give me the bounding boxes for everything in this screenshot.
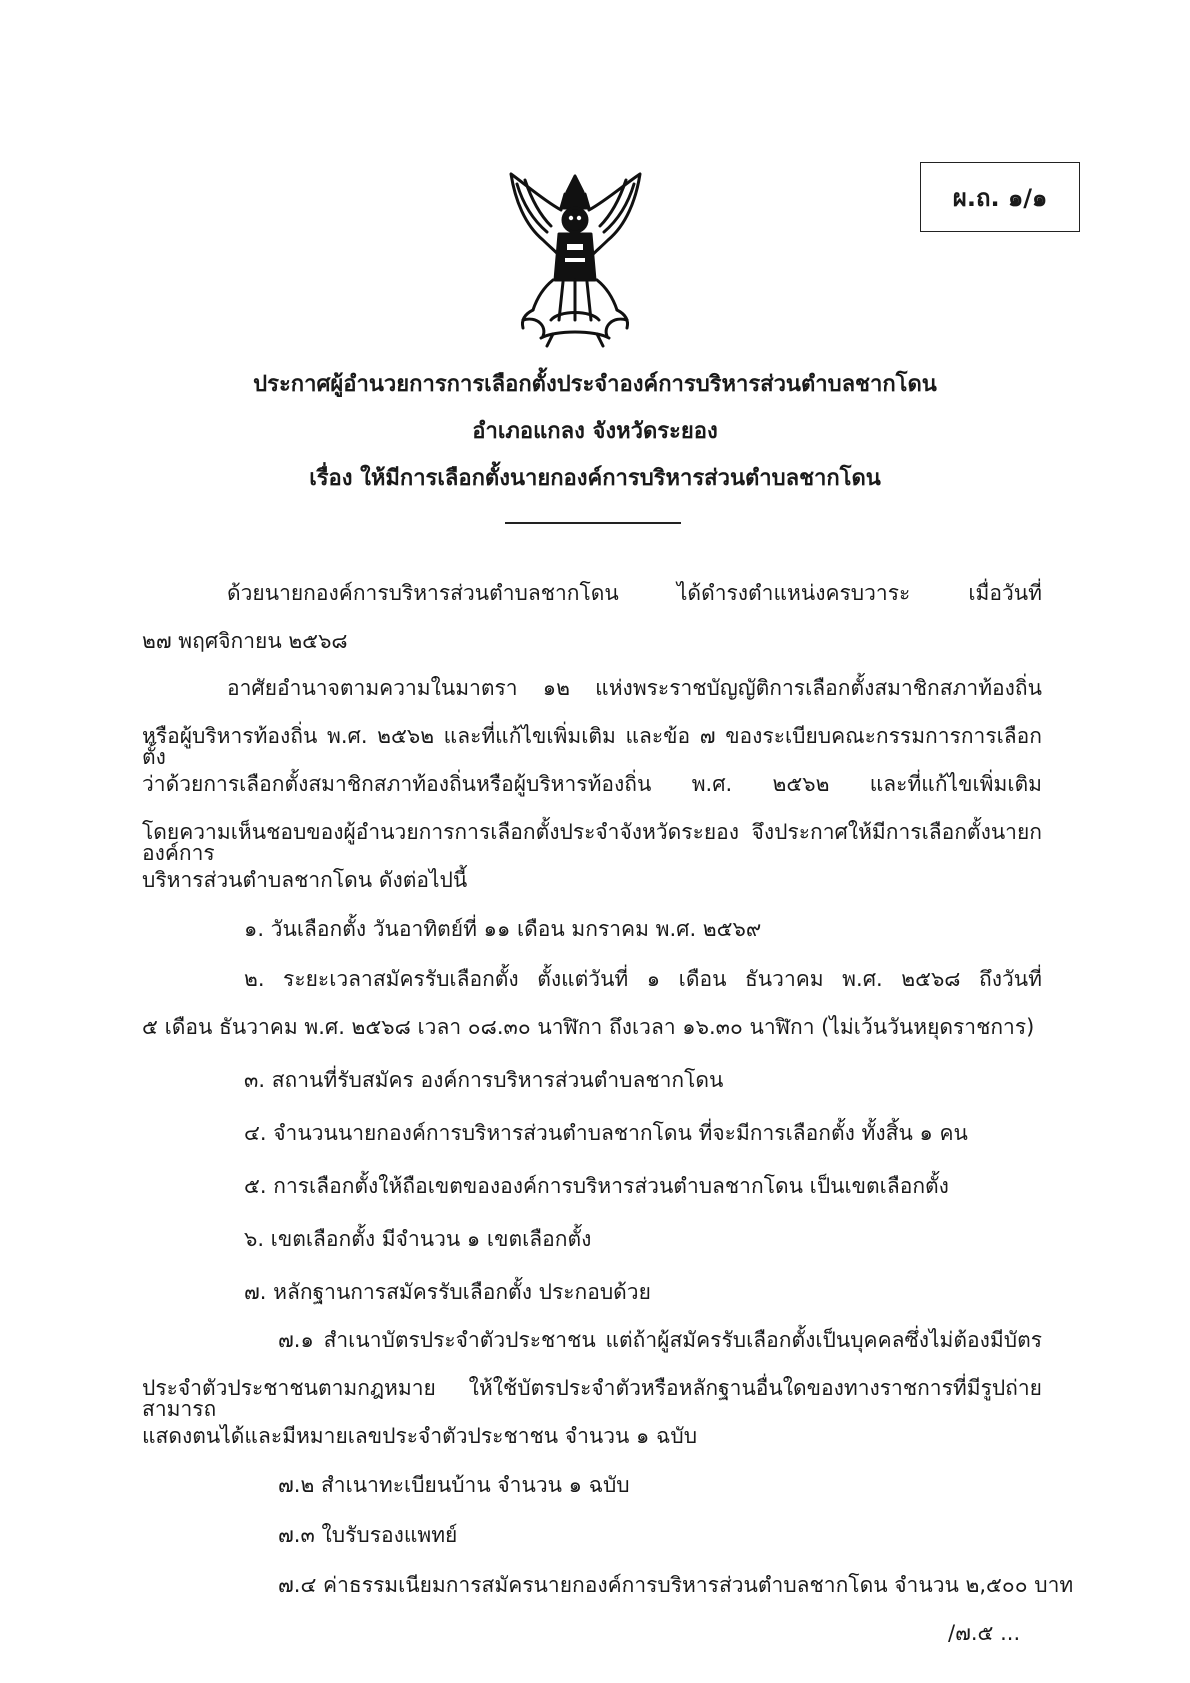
intro-line-2: ๒๗ พฤศจิกายน ๒๕๖๘ bbox=[142, 629, 348, 653]
item-2-application-period-cont: ๕ เดือน ธันวาคม พ.ศ. ๒๕๖๘ เวลา ๐๘.๓๐ นาฬิกา ถึงเวลา ๑๖.๓๐ นาฬิกา (ไม่เว้นวันหยุดราชการ) bbox=[142, 1015, 1035, 1039]
item-7-4-application-fee: ๗.๔ ค่าธรรมเนียมการสมัครนายกองค์การบริหารส่วนตำบลชากโดน จำนวน ๒,๕๐๐ บาท bbox=[278, 1573, 1074, 1597]
announcement-district: อำเภอแกลง จังหวัดระยอง bbox=[472, 419, 718, 444]
item-7-1-id-card-cont-2: แสดงตนได้และมีหมายเลขประจำตัวประชาชน จำนวน ๑ ฉบับ bbox=[142, 1424, 698, 1448]
announcement-title: ประกาศผู้อำนวยการการเลือกตั้งประจำองค์การบริหารส่วนตำบลชากโดน bbox=[253, 372, 937, 397]
item-7-1-id-card-cont: ประจำตัวประชาชนตามกฎหมาย ให้ใช้บัตรประจำตัวหรือหลักฐานอื่นใดของทางราชการที่มีรูปถ่าย สามารถ bbox=[142, 1376, 1042, 1421]
item-3-application-place: ๓. สถานที่รับสมัคร องค์การบริหารส่วนตำบลชากโดน bbox=[244, 1068, 724, 1092]
authority-line-1: อาศัยอำนาจตามความในมาตรา ๑๒ แห่งพระราชบัญญัติการเลือกตั้งสมาชิกสภาท้องถิ่น bbox=[227, 676, 1042, 700]
item-4-number-of-positions: ๔. จำนวนนายกองค์การบริหารส่วนตำบลชากโดน ที่จะมีการเลือกตั้ง ทั้งสิ้น ๑ คน bbox=[244, 1121, 968, 1145]
item-6-constituency-count: ๖. เขตเลือกตั้ง มีจำนวน ๑ เขตเลือกตั้ง bbox=[244, 1227, 592, 1251]
item-5-constituency: ๕. การเลือกตั้งให้ถือเขตขององค์การบริหารส่วนตำบลชากโดน เป็นเขตเลือกตั้ง bbox=[244, 1174, 949, 1198]
item-7-2-house-registration: ๗.๒ สำเนาทะเบียนบ้าน จำนวน ๑ ฉบับ bbox=[278, 1473, 630, 1497]
authority-line-5: บริหารส่วนตำบลชากโดน ดังต่อไปนี้ bbox=[142, 868, 468, 892]
authority-line-2: หรือผู้บริหารท้องถิ่น พ.ศ. ๒๕๖๒ และที่แก้ไขเพิ่มเติม และข้อ ๗ ของระเบียบคณะกรรมการการเลือกตั้ง bbox=[142, 724, 1042, 769]
garuda-emblem-icon bbox=[503, 170, 648, 348]
intro-line-1: ด้วยนายกองค์การบริหารส่วนตำบลชากโดน ได้ดำรงตำแหน่งครบวาระ เมื่อวันที่ bbox=[227, 581, 1042, 605]
document-code: ผ.ถ. ๑/๑ bbox=[952, 183, 1048, 212]
item-7-required-documents: ๗. หลักฐานการสมัครรับเลือกตั้ง ประกอบด้วย bbox=[244, 1280, 651, 1304]
authority-line-4: โดยความเห็นชอบของผู้อำนวยการการเลือกตั้งประจำจังหวัดระยอง จึงประกาศให้มีการเลือกตั้งนายกองค์การ bbox=[142, 820, 1042, 865]
item-1-election-date: ๑. วันเลือกตั้ง วันอาทิตย์ที่ ๑๑ เดือน มกราคม พ.ศ. ๒๕๖๙ bbox=[244, 917, 762, 941]
item-2-application-period: ๒. ระยะเวลาสมัครรับเลือกตั้ง ตั้งแต่วันที่ ๑ เดือน ธันวาคม พ.ศ. ๒๕๖๘ ถึงวันที่ bbox=[244, 967, 1042, 991]
title-divider bbox=[505, 522, 681, 524]
document-code-box bbox=[920, 162, 1080, 232]
item-7-1-id-card: ๗.๑ สำเนาบัตรประจำตัวประชาชน แต่ถ้าผู้สมัครรับเลือกตั้งเป็นบุคคลซึ่งไม่ต้องมีบัตร bbox=[278, 1328, 1042, 1352]
item-7-3-medical-certificate: ๗.๓ ใบรับรองแพทย์ bbox=[278, 1523, 458, 1547]
continuation-marker: /๗.๕ ... bbox=[948, 1621, 1021, 1645]
authority-line-3: ว่าด้วยการเลือกตั้งสมาชิกสภาท้องถิ่นหรือผู้บริหารท้องถิ่น พ.ศ. ๒๕๖๒ และที่แก้ไขเพิ่มเติม bbox=[142, 772, 1042, 796]
announcement-subject: เรื่อง ให้มีการเลือกตั้งนายกองค์การบริหารส่วนตำบลชากโดน bbox=[309, 466, 881, 491]
